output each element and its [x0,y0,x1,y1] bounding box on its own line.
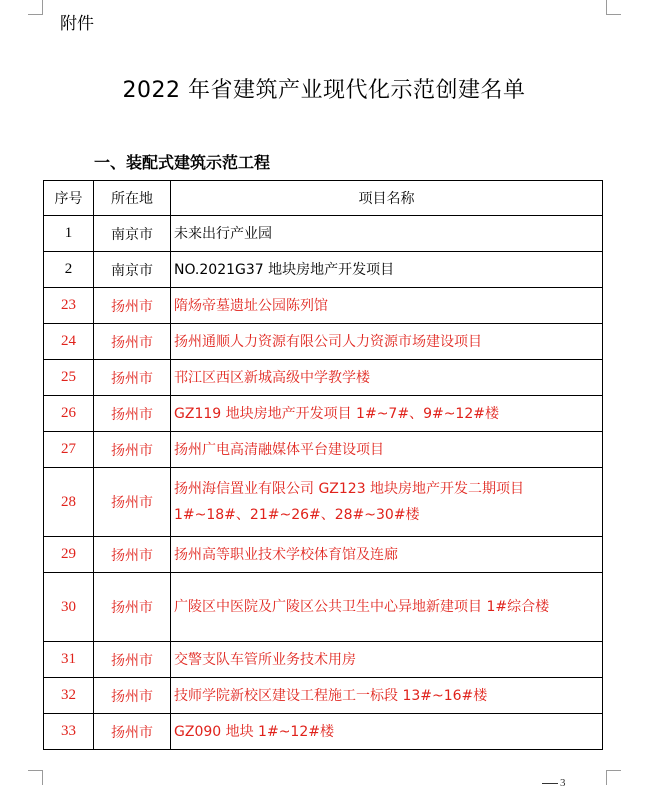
row-number: 26 [44,396,94,432]
page-number [540,777,566,789]
row-project-name: 交警支队车管所业务技术用房 [171,642,603,678]
row-number: 30 [44,573,94,642]
project-table [43,180,603,750]
row-city: 扬州市 [94,537,171,573]
crop-mark-bottom-right [606,770,621,785]
crop-mark-top-left [28,0,43,15]
row-city: 扬州市 [94,396,171,432]
table-row [44,288,603,324]
row-project-name: NO.2021G37 地块房地产开发项目 [171,252,603,288]
table-row [44,642,603,678]
row-project-name: 扬州广电高清融媒体平台建设项目 [171,432,603,468]
header-city: 所在地 [94,181,171,216]
row-city: 扬州市 [94,714,171,750]
table-row [44,714,603,750]
row-project-name: GZ119 地块房地产开发项目 1#~7#、9#~12#楼 [171,396,603,432]
table-row [44,252,603,288]
row-city: 扬州市 [94,468,171,537]
row-number: 27 [44,432,94,468]
row-project-name: 扬州海信置业有限公司 GZ123 地块房地产开发二期项目 1#~18#、21#~26#、28#~30#楼 [171,468,603,537]
row-project-name: 扬州高等职业技术学校体育馆及连廊 [171,537,603,573]
row-project-name: 隋炀帝墓遗址公园陈列馆 [171,288,603,324]
page-number-value: 3 [560,777,566,789]
row-city: 扬州市 [94,642,171,678]
table-row [44,432,603,468]
page-number-dash [542,783,558,784]
row-city: 南京市 [94,252,171,288]
row-number: 29 [44,537,94,573]
row-city: 扬州市 [94,573,171,642]
page-title: 2022 年省建筑产业现代化示范创建名单 [122,78,526,103]
row-city: 扬州市 [94,678,171,714]
header-number: 序号 [44,181,94,216]
row-project-name: GZ090 地块 1#~12#楼 [171,714,603,750]
row-project-name: 扬州通顺人力资源有限公司人力资源市场建设项目 [171,324,603,360]
row-project-name: 广陵区中医院及广陵区公共卫生中心异地新建项目 1#综合楼 [171,573,603,642]
row-number: 28 [44,468,94,537]
row-number: 32 [44,678,94,714]
row-number: 33 [44,714,94,750]
row-city: 南京市 [94,216,171,252]
row-city: 扬州市 [94,288,171,324]
table-row [44,360,603,396]
row-number: 23 [44,288,94,324]
table-row [44,216,603,252]
row-number: 24 [44,324,94,360]
row-number: 2 [44,252,94,288]
header-project-name: 项目名称 [171,181,603,216]
row-number: 25 [44,360,94,396]
table-header-row [44,181,603,216]
table-row [44,396,603,432]
row-number: 1 [44,216,94,252]
table-row [44,468,603,537]
attachment-label: 附件 [60,14,94,34]
row-project-name: 邗江区西区新城高级中学教学楼 [171,360,603,396]
row-city: 扬州市 [94,360,171,396]
row-number: 31 [44,642,94,678]
row-project-name: 技师学院新校区建设工程施工一标段 13#~16#楼 [171,678,603,714]
table-row [44,678,603,714]
table-row [44,324,603,360]
table-row [44,573,603,642]
section-heading: 一、装配式建筑示范工程 [94,153,271,172]
crop-mark-top-right [606,0,621,15]
crop-mark-bottom-left [28,770,43,785]
row-city: 扬州市 [94,324,171,360]
table-row [44,537,603,573]
row-project-name: 未来出行产业园 [171,216,603,252]
row-city: 扬州市 [94,432,171,468]
